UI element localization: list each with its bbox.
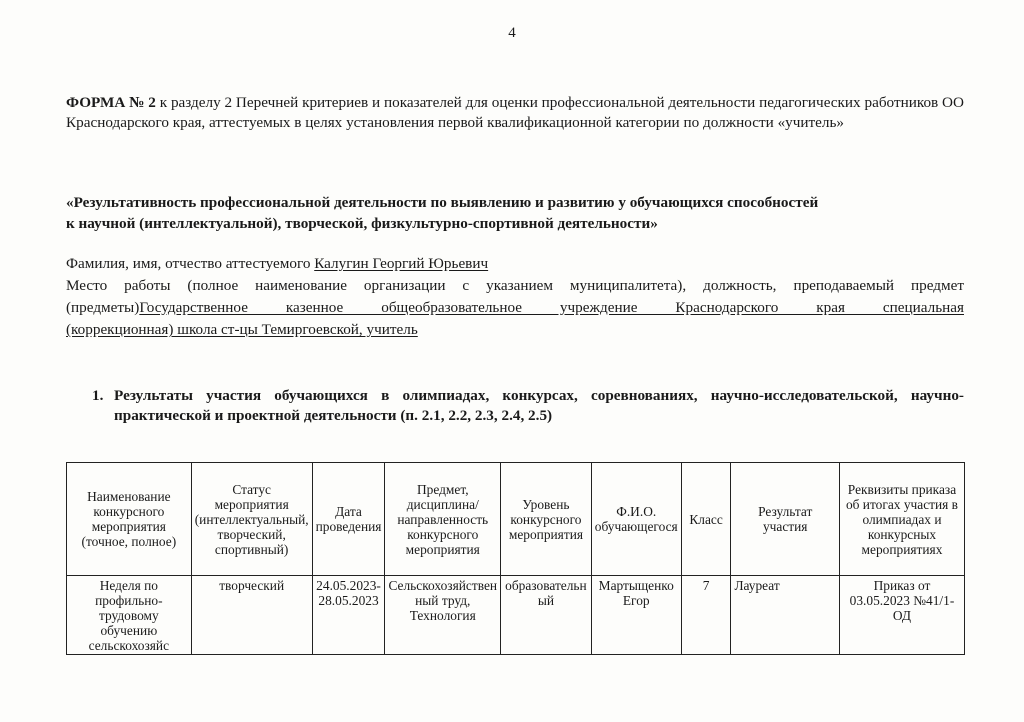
header-student: Ф.И.О. обучающегося — [591, 463, 681, 576]
header-date: Дата проведения — [312, 463, 385, 576]
header-status: Статус мероприятия (интеллектуальный, творческий, спортивный) — [191, 463, 312, 576]
cell-student: Мартыщенко Егор — [591, 576, 681, 655]
header-level: Уровень конкурсного мероприятия — [501, 463, 592, 576]
cell-grade: 7 — [681, 576, 731, 655]
form-header — [66, 93, 964, 133]
cell-subject: Сельскохозяйственный труд, Технология — [385, 576, 501, 655]
section-number: 1. — [92, 387, 104, 404]
work-label-line: Место работы (полное наименование организации с указанием муниципалитета), должность, преподаваемый предмет — [66, 277, 964, 294]
work-label-cont: (предметы) — [66, 299, 140, 316]
form-label: ФОРМА № 2 — [66, 94, 156, 111]
form-description: к разделу 2 Перечней критериев и показателей для оценки профессиональной деятельности педагогических работников ОО Краснодарского края, аттестуемых в целях установления первой квалификационной категории по должности «учитель» — [66, 94, 964, 131]
title-line-2: к научной (интеллектуальной), творческой, физкультурно-спортивной деятельности» — [66, 215, 658, 232]
header-order: Реквизиты приказа об итогах участия в олимпиадах и конкурсных мероприятиях — [839, 463, 964, 576]
work-value-line-2 — [66, 319, 964, 341]
results-table — [66, 462, 965, 655]
title-line-1: «Результативность профессиональной деятельности по выявлению и развитию у обучающихся способностей — [66, 194, 819, 211]
header-event: Наименование конкурсного мероприятия (точное, полное) — [67, 463, 192, 576]
section-text: Результаты участия обучающихся в олимпиадах, конкурсах, соревнованиях, научно-исследовательской, научно-практической и проектной деятельности (п. 2.1, 2.2, 2.3, 2.4, 2.5) — [114, 387, 964, 424]
cell-order: Приказ от 03.05.2023 №41/1-ОД — [839, 576, 964, 655]
name-line — [66, 253, 964, 275]
section-heading — [92, 386, 964, 426]
person-info — [66, 253, 964, 341]
name-value: Калугин Георгий Юрьевич — [314, 255, 489, 272]
table-row — [67, 576, 965, 655]
cell-level: образовательный — [501, 576, 592, 655]
table-header-row — [67, 463, 965, 576]
cell-date: 24.05.2023-28.05.2023 — [312, 576, 385, 655]
cell-event: Неделя по профильно-трудовому обучению сельскохозяйс — [67, 576, 192, 655]
work-value-line-1 — [66, 297, 964, 319]
cell-status: творческий — [191, 576, 312, 655]
header-subject: Предмет, дисциплина/ направленность конкурсного мероприятия — [385, 463, 501, 576]
name-label: Фамилия, имя, отчество аттестуемого — [66, 255, 315, 272]
work-value-1: Государственное казенное общеобразовательное учреждение Краснодарского края специальная — [139, 299, 964, 316]
header-grade: Класс — [681, 463, 731, 576]
header-result: Результат участия — [731, 463, 840, 576]
page-number: 4 — [508, 25, 516, 41]
work-value-2: (коррекционная) школа ст-цы Темиргоевской, учитель — [66, 321, 418, 338]
cell-result: Лауреат — [731, 576, 840, 655]
document-title — [66, 192, 946, 234]
